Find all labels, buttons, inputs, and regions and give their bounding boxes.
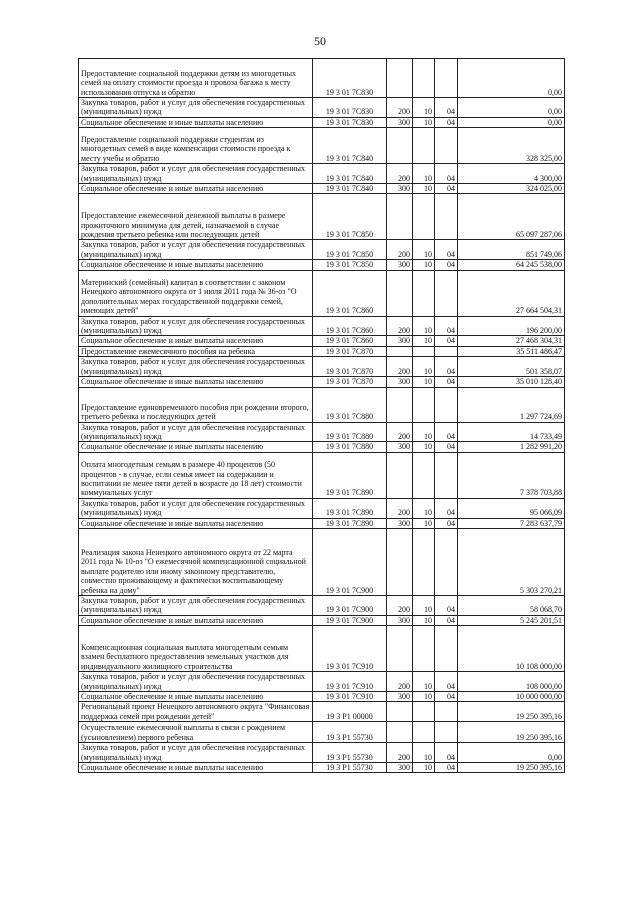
amount-cell: 58 068,70 — [458, 595, 565, 615]
amount-cell: 64 245 538,00 — [458, 260, 565, 270]
expense-type-cell: 300 — [387, 615, 413, 625]
expense-type-cell: 200 — [387, 498, 413, 518]
row-name-cell: Социальное обеспечение и иные выплаты населению — [79, 184, 313, 194]
amount-cell: 328 325,00 — [458, 128, 565, 164]
expense-type-cell — [387, 387, 413, 422]
section-cell: 10 — [413, 164, 435, 184]
section-cell — [413, 270, 435, 316]
subsection-cell: 04 — [435, 117, 458, 127]
table-row — [79, 442, 565, 452]
expense-type-cell: 200 — [387, 316, 413, 336]
amount-cell: 196 200,00 — [458, 316, 565, 336]
section-cell: 10 — [413, 316, 435, 336]
amount-cell: 5 303 270,21 — [458, 528, 565, 595]
section-cell: 10 — [413, 117, 435, 127]
target-article-code-cell: 19 3 01 7С850 — [313, 194, 387, 240]
section-cell: 10 — [413, 98, 435, 118]
row-name-cell: Закупка товаров, работ и услуг для обеспечения государственных (муниципальных) нужд — [79, 595, 313, 615]
table-row — [79, 452, 565, 498]
table-row — [79, 240, 565, 260]
subsection-cell: 04 — [435, 260, 458, 270]
target-article-code-cell: 19 3 01 7С850 — [313, 260, 387, 270]
target-article-code-cell: 19 3 01 7С910 — [313, 626, 387, 672]
table-row — [79, 743, 565, 763]
section-cell — [413, 128, 435, 164]
table-row — [79, 164, 565, 184]
target-article-code-cell: 19 3 01 7С870 — [313, 377, 387, 387]
table-row — [79, 422, 565, 442]
expense-type-cell — [387, 346, 413, 356]
expense-type-cell: 200 — [387, 357, 413, 377]
amount-cell: 501 358,07 — [458, 357, 565, 377]
expense-type-cell: 300 — [387, 691, 413, 701]
expense-type-cell: 300 — [387, 117, 413, 127]
target-article-code-cell: 19 3 01 7С840 — [313, 128, 387, 164]
expense-type-cell — [387, 702, 413, 722]
section-cell: 10 — [413, 595, 435, 615]
subsection-cell — [435, 270, 458, 316]
subsection-cell: 04 — [435, 184, 458, 194]
amount-cell: 19 250 395,16 — [458, 722, 565, 743]
row-name-cell: Закупка товаров, работ и услуг для обеспечения государственных (муниципальных) нужд — [79, 357, 313, 377]
target-article-code-cell: 19 3 01 7С870 — [313, 346, 387, 356]
expense-type-cell: 200 — [387, 164, 413, 184]
expense-type-cell: 200 — [387, 672, 413, 692]
amount-cell: 19 250 395,16 — [458, 702, 565, 722]
target-article-code-cell: 19 3 01 7С880 — [313, 442, 387, 452]
target-article-code-cell: 19 3 01 7С860 — [313, 336, 387, 346]
subsection-cell: 04 — [435, 316, 458, 336]
row-name-cell: Региональный проект Ненецкого автономного округа "Финансовая поддержка семей при рождении детей" — [79, 702, 313, 722]
subsection-cell: 04 — [435, 518, 458, 528]
row-name-cell: Социальное обеспечение и иные выплаты населению — [79, 336, 313, 346]
table-row — [79, 260, 565, 270]
table-row — [79, 518, 565, 528]
amount-cell: 10 108 000,00 — [458, 626, 565, 672]
amount-cell: 0,00 — [458, 117, 565, 127]
expense-type-cell — [387, 528, 413, 595]
subsection-cell: 04 — [435, 240, 458, 260]
target-article-code-cell: 19 3 01 7С910 — [313, 691, 387, 701]
row-name-cell: Предоставление социальной поддержки студентам из многодетных семей в виде компенсации стоимости проезда к месту учебы и обратно — [79, 128, 313, 164]
table-row — [79, 626, 565, 672]
row-name-cell: Социальное обеспечение и иные выплаты населению — [79, 691, 313, 701]
row-name-cell: Социальное обеспечение и иные выплаты населению — [79, 763, 313, 773]
table-row — [79, 98, 565, 118]
expense-type-cell — [387, 59, 413, 98]
amount-cell: 4 300,00 — [458, 164, 565, 184]
target-article-code-cell: 19 3 01 7С900 — [313, 615, 387, 625]
row-name-cell: Оплата многодетным семьям в размере 40 процентов (50 процентов - в случае, если семья имеет на содержании и воспитании не менее пяти детей в возрасте до 18 лет) стоимости коммунальных услуг — [79, 452, 313, 498]
target-article-code-cell: 19 3 01 7С880 — [313, 422, 387, 442]
section-cell: 10 — [413, 763, 435, 773]
table-row — [79, 672, 565, 692]
table-row — [79, 270, 565, 316]
section-cell: 10 — [413, 615, 435, 625]
table-row — [79, 615, 565, 625]
table-row — [79, 377, 565, 387]
subsection-cell — [435, 128, 458, 164]
expense-type-cell — [387, 194, 413, 240]
row-name-cell: Осуществление ежемесячной выплаты в связи с рождением (усыновлением) первого ребенка — [79, 722, 313, 743]
amount-cell: 0,00 — [458, 59, 565, 98]
subsection-cell: 04 — [435, 422, 458, 442]
target-article-code-cell: 19 3 01 7С870 — [313, 357, 387, 377]
subsection-cell: 04 — [435, 743, 458, 763]
target-article-code-cell: 19 3 01 7С880 — [313, 387, 387, 422]
row-name-cell: Закупка товаров, работ и услуг для обеспечения государственных (муниципальных) нужд — [79, 743, 313, 763]
amount-cell: 7 283 637,79 — [458, 518, 565, 528]
section-cell: 10 — [413, 672, 435, 692]
amount-cell: 65 097 287,06 — [458, 194, 565, 240]
page-number: 50 — [314, 34, 326, 48]
section-cell — [413, 59, 435, 98]
expense-type-cell: 300 — [387, 442, 413, 452]
expense-type-cell: 300 — [387, 184, 413, 194]
subsection-cell: 04 — [435, 336, 458, 346]
target-article-code-cell: 19 3 01 7С890 — [313, 452, 387, 498]
amount-cell: 19 250 395,16 — [458, 763, 565, 773]
expense-type-cell — [387, 128, 413, 164]
expense-type-cell: 300 — [387, 377, 413, 387]
subsection-cell: 04 — [435, 615, 458, 625]
section-cell — [413, 387, 435, 422]
section-cell — [413, 528, 435, 595]
amount-cell: 851 749,06 — [458, 240, 565, 260]
target-article-code-cell: 19 3 01 7С850 — [313, 240, 387, 260]
table-row — [79, 498, 565, 518]
row-name-cell: Предоставление единовременного пособия при рождении второго, третьего ребенка и последующих детей — [79, 387, 313, 422]
subsection-cell: 04 — [435, 164, 458, 184]
row-name-cell: Закупка товаров, работ и услуг для обеспечения государственных (муниципальных) нужд — [79, 98, 313, 118]
section-cell: 10 — [413, 422, 435, 442]
row-name-cell: Социальное обеспечение и иные выплаты населению — [79, 518, 313, 528]
table-row — [79, 387, 565, 422]
target-article-code-cell: 19 3 01 7С860 — [313, 270, 387, 316]
expense-type-cell — [387, 270, 413, 316]
row-name-cell: Закупка товаров, работ и услуг для обеспечения государственных (муниципальных) нужд — [79, 672, 313, 692]
table-row — [79, 528, 565, 595]
row-name-cell: Закупка товаров, работ и услуг для обеспечения государственных (муниципальных) нужд — [79, 240, 313, 260]
section-cell: 10 — [413, 357, 435, 377]
row-name-cell: Предоставление ежемесячной денежной выплаты в размере прожиточного минимума для детей, назначаемой в случае рождения третьего ребенка или последующих детей — [79, 194, 313, 240]
amount-cell: 1 282 991,20 — [458, 442, 565, 452]
row-name-cell: Материнский (семейный) капитал в соответствии с законом Ненецкого автономного округа от 1 июля 2011 года № 36-оз "О дополнительных мерах государственной поддержки семей, имеющих детей" — [79, 270, 313, 316]
table-row — [79, 184, 565, 194]
amount-cell: 35 010 128,40 — [458, 377, 565, 387]
target-article-code-cell: 19 3 01 7С830 — [313, 117, 387, 127]
expense-type-cell: 300 — [387, 260, 413, 270]
expense-type-cell: 300 — [387, 518, 413, 528]
target-article-code-cell: 19 3 Р1 00000 — [313, 702, 387, 722]
row-name-cell: Компенсационная социальная выплата многодетным семьям взамен бесплатного предоставления земельных участков для индивидуального жилищного строительства — [79, 626, 313, 672]
target-article-code-cell: 19 3 01 7С830 — [313, 59, 387, 98]
subsection-cell: 04 — [435, 763, 458, 773]
table-row — [79, 59, 565, 98]
expense-type-cell: 200 — [387, 422, 413, 442]
row-name-cell: Реализация закона Ненецкого автономного округа от 22 марта 2011 года № 10-оз "О ежемесячной компенсационной социальной выплате родителю или иному законному представителю, совместно проживающему и фактически воспитывающему ребенка на дому" — [79, 528, 313, 595]
table-row — [79, 722, 565, 743]
target-article-code-cell: 19 3 01 7С840 — [313, 164, 387, 184]
table-row — [79, 763, 565, 773]
expense-type-cell: 300 — [387, 763, 413, 773]
row-name-cell: Закупка товаров, работ и услуг для обеспечения государственных (муниципальных) нужд — [79, 316, 313, 336]
subsection-cell — [435, 194, 458, 240]
amount-cell: 95 066,09 — [458, 498, 565, 518]
expense-type-cell: 200 — [387, 743, 413, 763]
expense-type-cell: 200 — [387, 595, 413, 615]
target-article-code-cell: 19 3 01 7С900 — [313, 595, 387, 615]
amount-cell: 27 664 504,31 — [458, 270, 565, 316]
target-article-code-cell: 19 3 01 7С910 — [313, 672, 387, 692]
section-cell: 10 — [413, 377, 435, 387]
amount-cell: 324 025,00 — [458, 184, 565, 194]
row-name-cell: Закупка товаров, работ и услуг для обеспечения государственных (муниципальных) нужд — [79, 422, 313, 442]
amount-cell: 10 000 000,00 — [458, 691, 565, 701]
row-name-cell: Социальное обеспечение и иные выплаты населению — [79, 615, 313, 625]
section-cell: 10 — [413, 240, 435, 260]
target-article-code-cell: 19 3 Р1 55730 — [313, 722, 387, 743]
amount-cell: 0,00 — [458, 743, 565, 763]
section-cell — [413, 722, 435, 743]
table-row — [79, 194, 565, 240]
amount-cell: 0,00 — [458, 98, 565, 118]
budget-table — [78, 58, 565, 773]
row-name-cell: Социальное обеспечение и иные выплаты населению — [79, 377, 313, 387]
row-name-cell: Социальное обеспечение и иные выплаты населению — [79, 260, 313, 270]
subsection-cell — [435, 346, 458, 356]
table-row — [79, 336, 565, 346]
table-row — [79, 346, 565, 356]
subsection-cell — [435, 452, 458, 498]
section-cell — [413, 194, 435, 240]
section-cell: 10 — [413, 498, 435, 518]
target-article-code-cell: 19 3 01 7С830 — [313, 98, 387, 118]
target-article-code-cell: 19 3 Р1 55730 — [313, 743, 387, 763]
row-name-cell: Закупка товаров, работ и услуг для обеспечения государственных (муниципальных) нужд — [79, 164, 313, 184]
section-cell — [413, 452, 435, 498]
table-row — [79, 316, 565, 336]
target-article-code-cell: 19 3 01 7С890 — [313, 498, 387, 518]
subsection-cell: 04 — [435, 691, 458, 701]
target-article-code-cell: 19 3 01 7С890 — [313, 518, 387, 528]
amount-cell: 5 245 201,51 — [458, 615, 565, 625]
table-row — [79, 128, 565, 164]
section-cell: 10 — [413, 260, 435, 270]
target-article-code-cell: 19 3 01 7С900 — [313, 528, 387, 595]
row-name-cell: Предоставление ежемесячного пособия на ребенка — [79, 346, 313, 356]
target-article-code-cell: 19 3 01 7С840 — [313, 184, 387, 194]
section-cell: 10 — [413, 336, 435, 346]
amount-cell: 14 733,49 — [458, 422, 565, 442]
subsection-cell — [435, 702, 458, 722]
expense-type-cell — [387, 722, 413, 743]
row-name-cell: Социальное обеспечение и иные выплаты населению — [79, 442, 313, 452]
expense-type-cell — [387, 452, 413, 498]
subsection-cell — [435, 387, 458, 422]
subsection-cell: 04 — [435, 595, 458, 615]
expense-type-cell: 200 — [387, 240, 413, 260]
amount-cell: 27 468 304,31 — [458, 336, 565, 346]
subsection-cell: 04 — [435, 498, 458, 518]
subsection-cell — [435, 528, 458, 595]
expense-type-cell — [387, 626, 413, 672]
row-name-cell: Социальное обеспечение и иные выплаты населению — [79, 117, 313, 127]
subsection-cell: 04 — [435, 442, 458, 452]
subsection-cell: 04 — [435, 377, 458, 387]
table-row — [79, 691, 565, 701]
table-row — [79, 702, 565, 722]
amount-cell: 7 378 703,88 — [458, 452, 565, 498]
target-article-code-cell: 19 3 Р1 55730 — [313, 763, 387, 773]
table-row — [79, 117, 565, 127]
subsection-cell — [435, 59, 458, 98]
table-row — [79, 357, 565, 377]
row-name-cell: Закупка товаров, работ и услуг для обеспечения государственных (муниципальных) нужд — [79, 498, 313, 518]
section-cell — [413, 346, 435, 356]
section-cell: 10 — [413, 442, 435, 452]
subsection-cell: 04 — [435, 357, 458, 377]
row-name-cell: Предоставление социальной поддержки детям из многодетных семей на оплату стоимости проезда и провоза багажа к месту использования отпуска и обратно — [79, 59, 313, 98]
amount-cell: 108 000,00 — [458, 672, 565, 692]
amount-cell: 1 297 724,69 — [458, 387, 565, 422]
section-cell: 10 — [413, 518, 435, 528]
expense-type-cell: 300 — [387, 336, 413, 346]
table-row — [79, 595, 565, 615]
section-cell — [413, 702, 435, 722]
subsection-cell: 04 — [435, 672, 458, 692]
subsection-cell — [435, 626, 458, 672]
section-cell: 10 — [413, 691, 435, 701]
subsection-cell: 04 — [435, 98, 458, 118]
amount-cell: 35 511 486,47 — [458, 346, 565, 356]
budget-table-body — [79, 59, 565, 773]
target-article-code-cell: 19 3 01 7С860 — [313, 316, 387, 336]
section-cell: 10 — [413, 743, 435, 763]
section-cell: 10 — [413, 184, 435, 194]
expense-type-cell: 200 — [387, 98, 413, 118]
section-cell — [413, 626, 435, 672]
subsection-cell — [435, 722, 458, 743]
